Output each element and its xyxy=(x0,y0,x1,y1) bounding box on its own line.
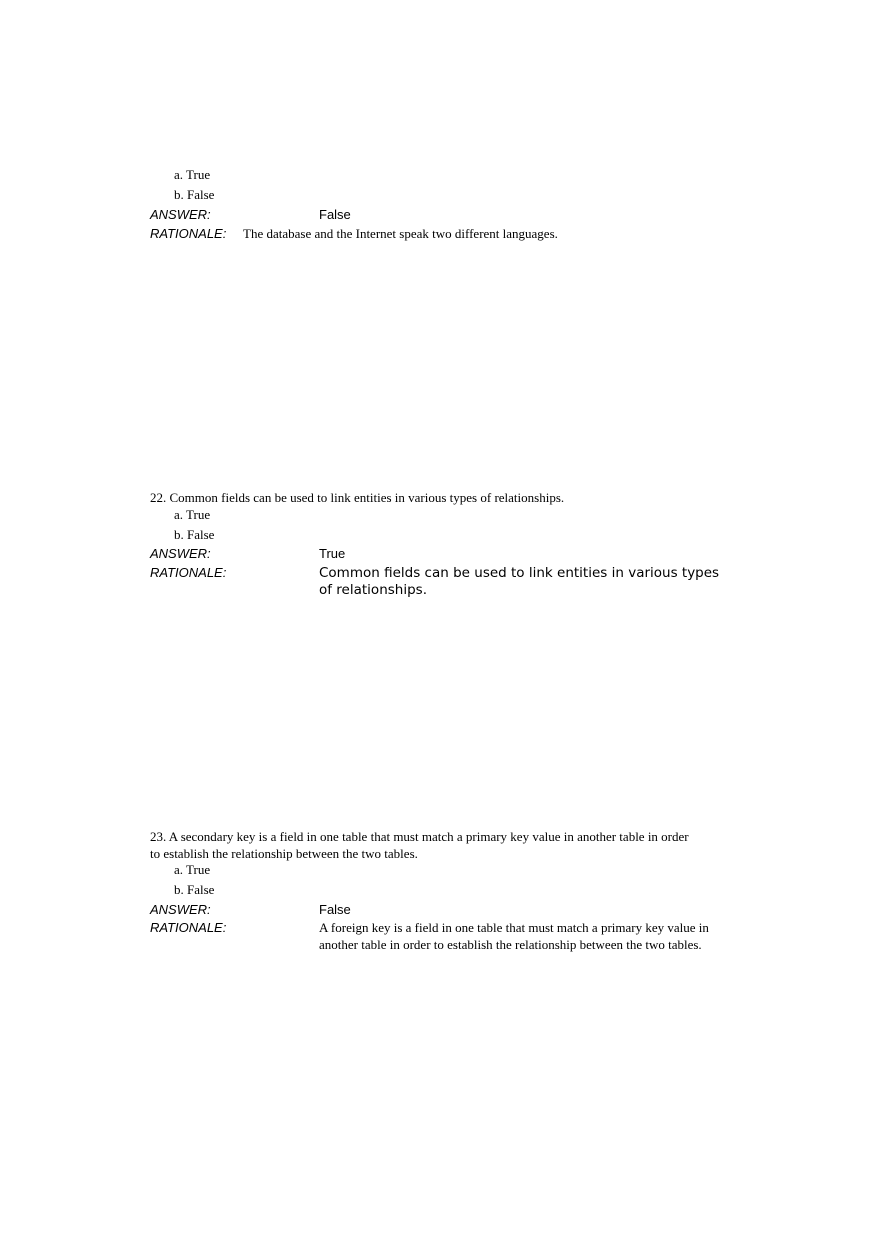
answer-value: False xyxy=(319,902,351,917)
option-true: a. True xyxy=(174,862,211,877)
option-true: a. True xyxy=(174,507,211,522)
answer-value: True xyxy=(319,546,346,561)
option-false: b. False xyxy=(174,187,215,202)
option-true: a. True xyxy=(174,167,211,182)
rationale-text: The database and the Internet speak two different languages. xyxy=(243,226,558,241)
question-text: 22. Common fields can be used to link entities in various types of relationships. xyxy=(150,490,565,505)
rationale-label: RATIONALE: xyxy=(150,226,227,241)
question-line-2: to establish the relationship between the two tables. xyxy=(150,846,418,861)
option-false: b. False xyxy=(174,527,215,542)
answer-label: ANSWER: xyxy=(150,207,211,222)
option-false: b. False xyxy=(174,882,215,897)
answer-value: False xyxy=(319,207,351,222)
rationale-label: RATIONALE: xyxy=(150,920,227,935)
rationale-label: RATIONALE: xyxy=(150,565,227,580)
rationale-line-2: of relationships. xyxy=(319,582,427,598)
question-line-1: 23. A secondary key is a field in one table that must match a primary key value in another table in order xyxy=(150,829,689,844)
rationale-line-1: Common fields can be used to link entities in various types xyxy=(319,565,720,581)
rationale-line-1: A foreign key is a field in one table that must match a primary key value in xyxy=(319,920,709,935)
answer-label: ANSWER: xyxy=(150,902,211,917)
answer-label: ANSWER: xyxy=(150,546,211,561)
rationale-line-2: another table in order to establish the relationship between the two tables. xyxy=(319,937,702,952)
